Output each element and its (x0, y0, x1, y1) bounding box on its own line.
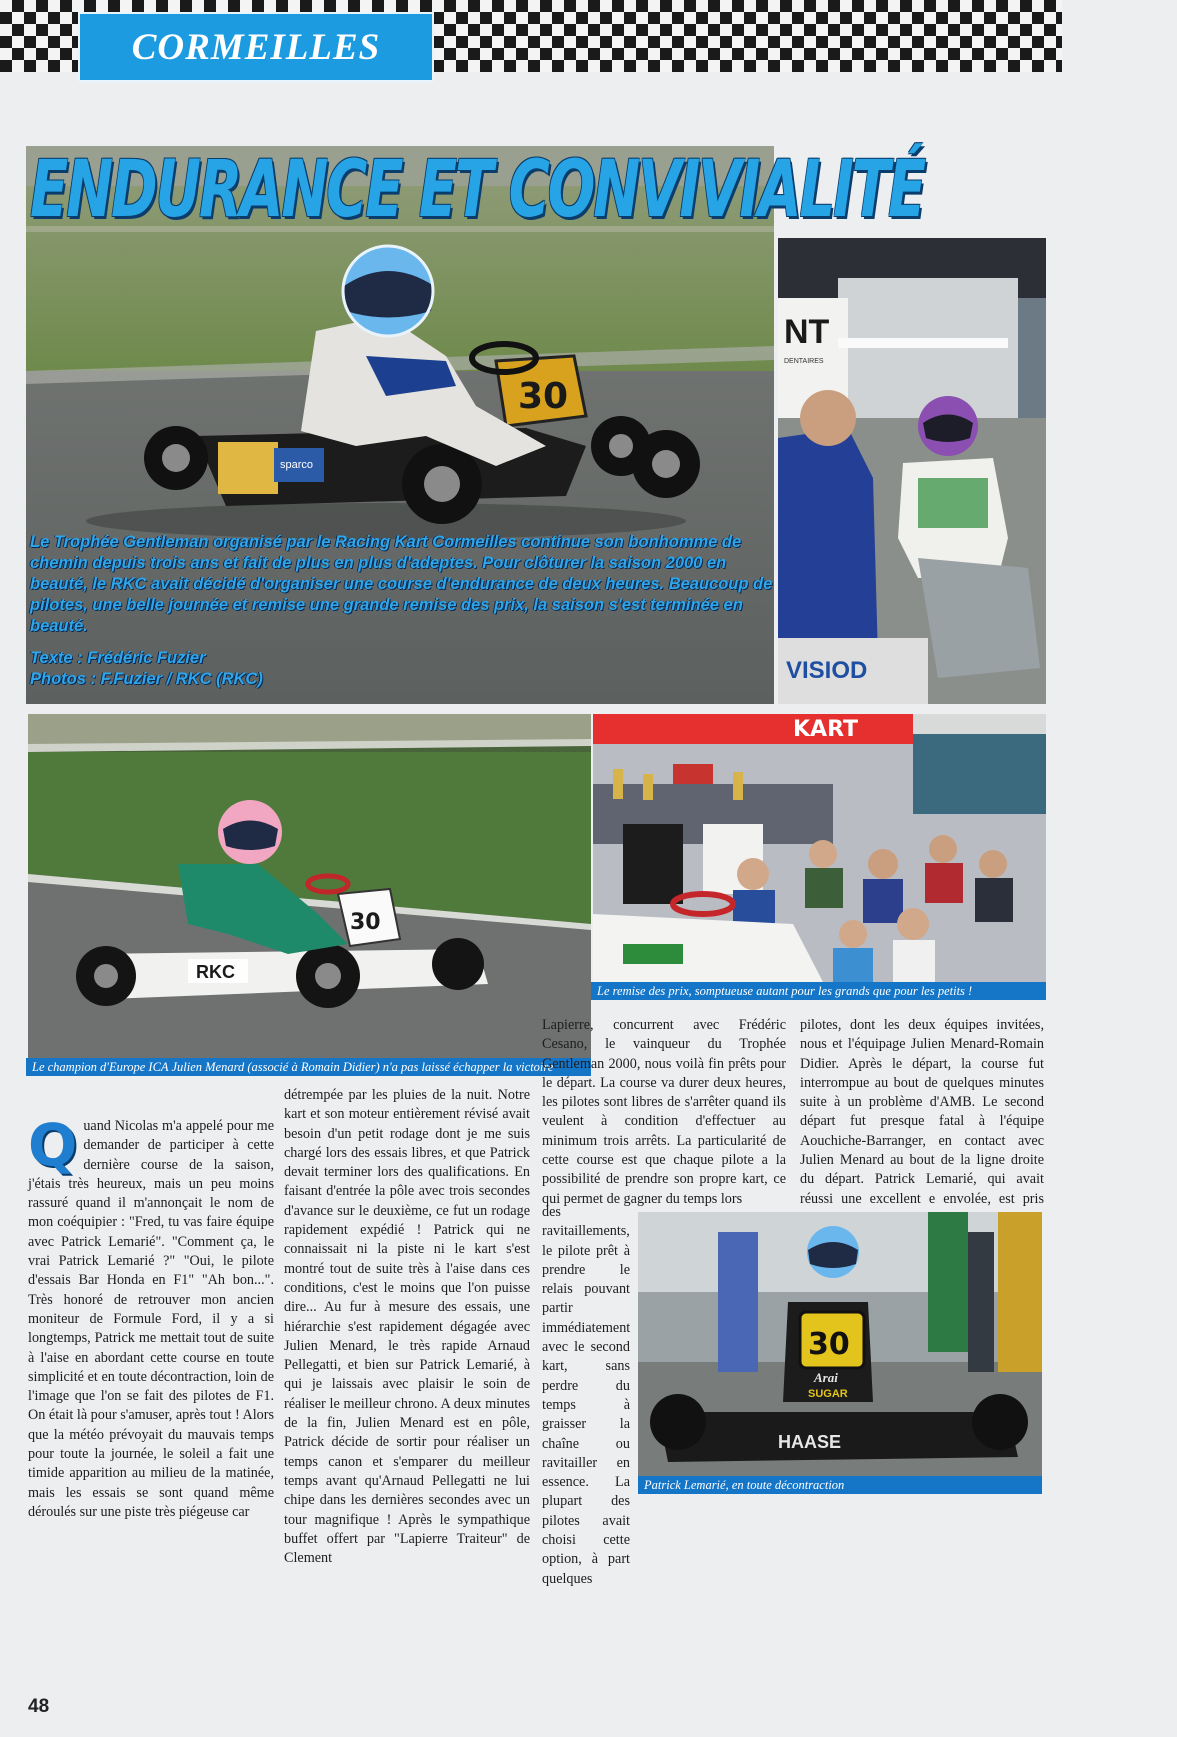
photo-credit: Photos : F.Fuzier / RKC (RKC) (30, 670, 263, 688)
text-credit: Texte : Frédéric Fuzier (30, 649, 206, 667)
article-headline: ENDURANCE ET CONVIVIALITÉ (30, 145, 925, 235)
pit-illustration (778, 238, 1046, 704)
caption-prize: Le remise des prix, somptueuse autant pour les grands que pour les petits ! (591, 982, 1046, 1000)
visio-decal: VISIOD (786, 657, 868, 684)
kart-number-left: 30 (350, 910, 381, 935)
lemarie-illustration (638, 1212, 1042, 1476)
arai-decal: Arai (814, 1370, 838, 1385)
sparco-decal: sparco (280, 459, 314, 471)
sugar-decal: SUGAR (808, 1388, 848, 1400)
kart-number-main: 30 (518, 376, 569, 417)
body-column-3-narrow: des ravitaillements, le pilote prêt à prendre le relais pouvant partir immédiatement avec le second kart, sans perdre du temps à graisser la chaîne ou ravitailler en essence. La plupart des pilotes avait choisi cette option, à part quelques (542, 1204, 631, 1587)
body-column-4: pilotes, dont les deux équipes invitées, nous et l'équipage Julien Menard-Romain Didier. Après le départ, la course fut interrompue au bout de quelques minutes suite à un problème d'AMB. Le second départ fut presque fatal à l'équipe Aouchiche-Barranger, en contact avec Julien Menard au bout de la ligne droite du départ. Patrick Lemarié, qui avait réussi une excellent e envolée, est pris (800, 1017, 1044, 1207)
caption-lemarie: Patrick Lemarié, en toute décontraction (638, 1476, 1042, 1494)
body-column-2: détrempée par les pluies de la nuit. Notre kart et son moteur entièrement révisé avait besoin d'un petit rodage dont je me suis chargé lors des essais libres, et que Patrick devait terminer lors des qualifications. En faisant d'entrée la pôle avec trois secondes d'avance sur le deuxième, ce fut un rodage rapidement expédié ! Patrick qui ne connaissait ni la piste ni le kart s'est montré tout de suite très à l'aise dans ces conditions, c'est le moins que l'on puisse dire... Au fur à mesure des essais, une hiérarchie s'est rapidement dégagée avec Julien Menard, le très rapide Arnaud Pellegatti, et bien sur Patrick Lemarié, à qui je laissais avec plaisir le soin de réaliser le meilleur chrono. A deux minutes de la fin, Julien Menard est en pôle, Patrick décide de sortir pour réaliser un temps canon et s'emparer du meilleur temps avant qu'Arnaud Pellegatti ne lui chipe dans les dernières secondes avec un tour magnifique ! Après le sympathique buffet offert par "Lapierre Traiteur" de Clement (284, 1087, 530, 1567)
page-number: 48 (28, 1696, 50, 1717)
pit-sign-small: DENTAIRES (784, 358, 824, 365)
haase-decal: HAASE (778, 1432, 842, 1452)
prize-illustration (593, 714, 1046, 982)
body-column-1 (28, 1111, 274, 1522)
prize-photo (593, 714, 1046, 982)
champion-photo (28, 714, 591, 1058)
section-rubric: CORMEILLES (78, 12, 434, 82)
lemarie-photo (638, 1212, 1042, 1476)
body-column-1-text: uand Nicolas m'a appelé pour me demander de participer à cette dernière course de la saison, j'étais très heureux, mais un peu moins rassuré quand il m'annonçait le nom de mon coéquipier : "Fred, tu vas faire équipe avec Patrick Lemarié". "Comment ça, le vrai Patrick Lemarié ?" "Oui, le pilote d'essais Bar Honda en F1" "Ah bon...". Très honoré de retrouver mon ancien moniteur de Formule Ford, il y a si longtemps, Patrick me mettait tout de suite à l'aise en abordant cette course en toute simplicité et en toute décontraction, loin de l'image que l'on se fait des pilotes de F1. On était là pour s'amuser, après tout ! Alors que la météo prévoyait du mauvais temps pour toute la journée, le soleil a fait une timide apparition au milieu de la matinée, mais les essais se sont quand même déroulés sur une piste très piégeuse car (28, 1118, 274, 1520)
body-column-3-top: Lapierre, concurrent avec Frédéric Cesano, le vainqueur du Trophée Gentleman 2000, nous voilà fin prêts pour le départ. La course va durer deux heures, les pilotes sont libres de s'arrêter quand ils veulent à condition d'effectuer au minimum trois arrêts. La particularité de cette course est que chaque pilote a la possibilité de prendre son propre kart, ce qui permet de gagner du temps lors (542, 1017, 786, 1207)
pit-sign: NT (784, 313, 830, 351)
banner-text: KART (793, 717, 859, 742)
rkc-decal: RKC (196, 962, 235, 982)
kart-number-right: 30 (808, 1327, 850, 1362)
drop-cap: Q (28, 1111, 78, 1179)
article-intro: Le Trophée Gentleman organisé par le Racing Kart Cormeilles continue son bonhomme de chemin depuis trois ans et fait de plus en plus d'adeptes. Pour clôturer la saison 2000 en beauté, le RKC avait décidé d'organiser une course d'endurance de deux heures. Beaucoup de pilotes, une belle journée et remise une grande remise des prix, la saison s'est terminée en beauté. (30, 533, 773, 635)
caption-champion: Le champion d'Europe ICA Julien Menard (associé à Romain Didier) n'a pas laissé échapper la victoire (26, 1058, 591, 1076)
pit-photo (778, 238, 1046, 704)
champion-kart-illustration (28, 714, 591, 1058)
